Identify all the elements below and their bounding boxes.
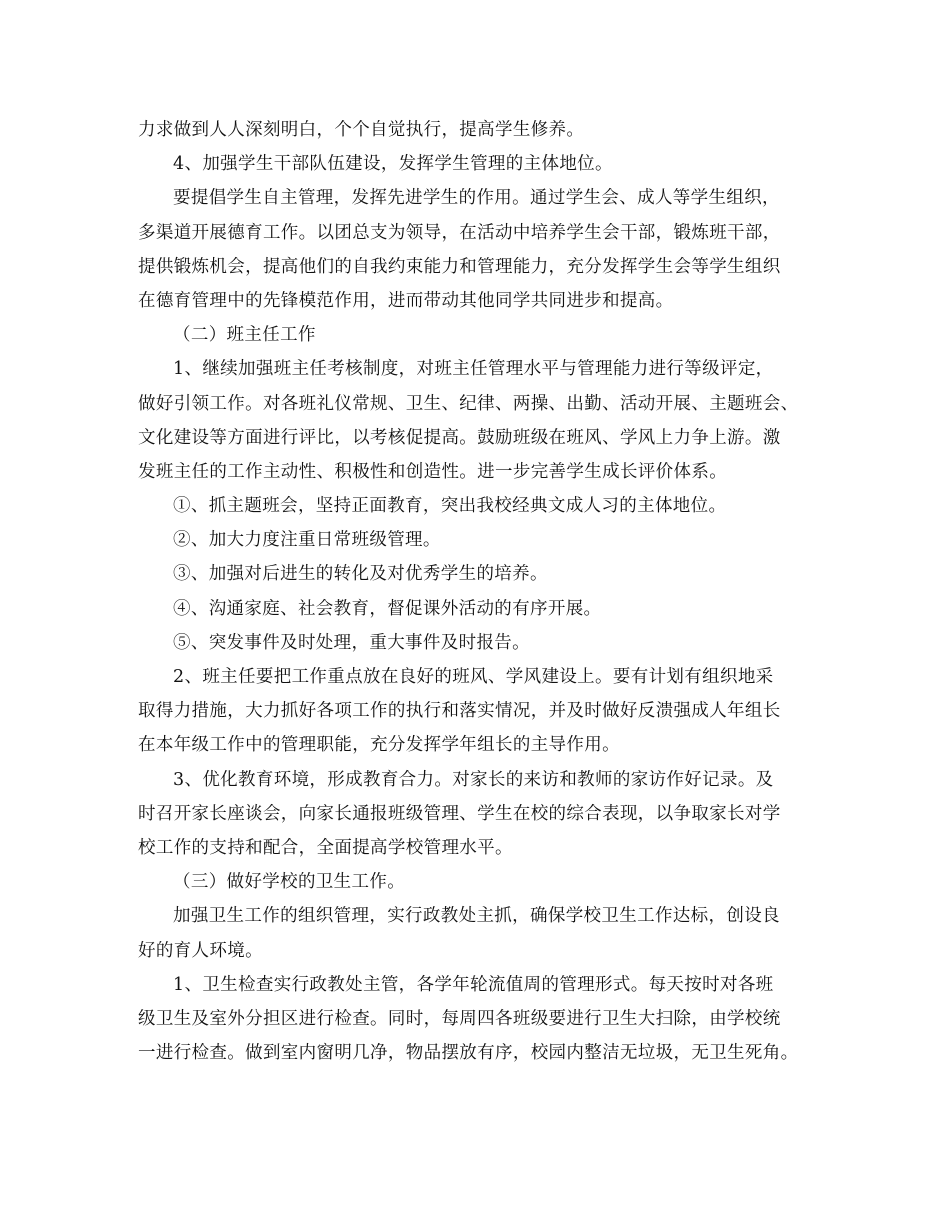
text-line: 4、加强学生干部队伍建设，发挥学生管理的主体地位。 — [173, 154, 613, 175]
text-line: 加强卫生工作的组织管理，实行政教处主抓，确保学校卫生工作达标，创设良 — [173, 906, 780, 927]
text-line: ④、沟通家庭、社会教育，督促课外活动的有序开展。 — [173, 598, 602, 619]
text-line: 在本年级工作中的管理职能，充分发挥学年组长的主导作用。 — [138, 735, 620, 756]
text-line: 要提倡学生自主管理，发挥先进学生的作用。通过学生会、成人等学生组织， — [173, 188, 780, 209]
text-line: ②、加大力度注重日常班级管理。 — [173, 530, 441, 551]
text-line: 时召开家长座谈会，向家长通报班级管理、学生在校的综合表现，以争取家长对学 — [138, 803, 781, 824]
text-line: 文化建设等方面进行评比，以考核促提高。鼓励班级在班风、学风上力争上游。激 — [138, 427, 781, 448]
text-line: 在德育管理中的先锋模范作用，进而带动其他同学共同进步和提高。 — [138, 290, 674, 311]
text-line: 多渠道开展德育工作。以团总支为领导，在活动中培养学生会干部，锻炼班干部， — [138, 222, 781, 243]
text-line: 做好引领工作。对各班礼仪常规、卫生、纪律、两操、出勤、活动开展、主题班会、 — [138, 393, 799, 414]
text-line: 取得力措施，大力抓好各项工作的执行和落实情况，并及时做好反溃强成人年组长 — [138, 701, 781, 722]
text-line: （三）做好学校的卫生工作。 — [173, 872, 406, 893]
text-line: 发班主任的工作主动性、积极性和创造性。进一步完善学生成长评价体系。 — [138, 461, 728, 482]
text-line: ①、抓主题班会，坚持正面教育，突出我校经典文成人习的主体地位。 — [173, 496, 727, 517]
text-line: 好的育人环境。 — [138, 940, 263, 961]
text-line: 3、优化教育环境，形成教育合力。对家长的来访和教师的家访作好记录。及 — [173, 769, 774, 790]
text-line: （二）班主任工作 — [173, 325, 316, 346]
text-line: 1、继续加强班主任考核制度，对班主任管理水平与管理能力进行等级评定， — [173, 359, 774, 380]
text-line: ③、加强对后进生的转化及对优秀学生的培养。 — [173, 564, 548, 585]
text-line: 力求做到人人深刻明白，个个自觉执行，提高学生修养。 — [138, 120, 585, 140]
text-line: 一进行检查。做到室内窗明几净，物品摆放有序，校园内整洁无垃圾，无卫生死角。 — [138, 1043, 799, 1064]
text-line: 提供锻炼机会，提高他们的自我约束能力和管理能力，充分发挥学生会等学生组织 — [138, 256, 781, 277]
document-body — [138, 113, 818, 1070]
text-line: 级卫生及室外分担区进行检查。同时，每周四各班级要进行卫生大扫除，由学校统 — [138, 1008, 781, 1029]
text-line: 2、班主任要把工作重点放在良好的班风、学风建设上。要有计划有组织地采 — [173, 667, 774, 687]
text-line: 1、卫生检查实行政教处主管，各学年轮流值周的管理形式。每天按时对各班 — [173, 974, 774, 995]
text-line: 校工作的支持和配合，全面提高学校管理水平。 — [138, 837, 513, 858]
text-line: ⑤、突发事件及时处理，重大事件及时报告。 — [173, 632, 530, 653]
